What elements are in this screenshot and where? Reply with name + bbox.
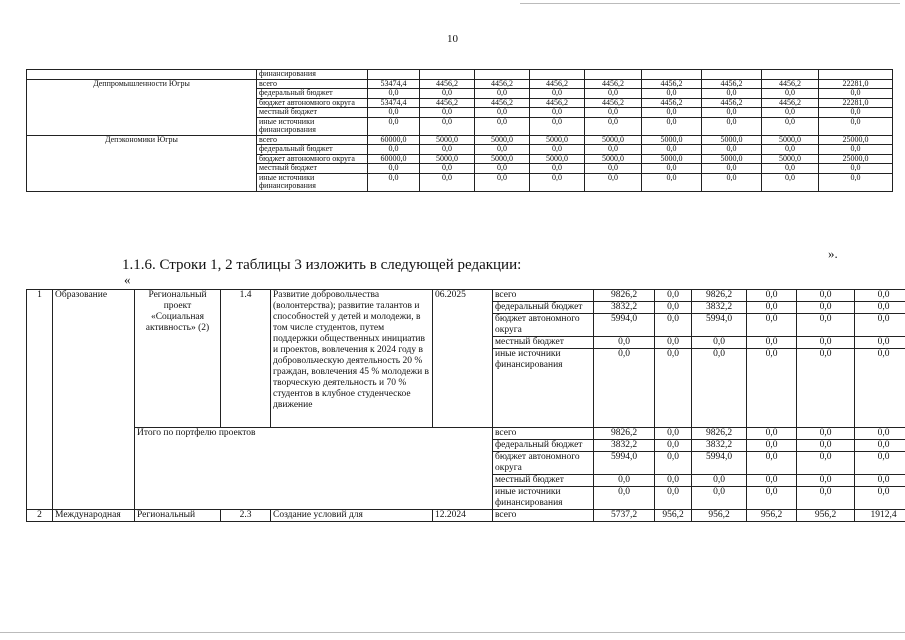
value-cell: 0,0 (797, 475, 855, 487)
table-row (27, 428, 905, 440)
project-description: Создание условий для (271, 510, 433, 522)
value-cell-empty (762, 70, 819, 80)
value-cell: 53474,4 (368, 98, 420, 108)
value-cell: 0,0 (855, 487, 905, 510)
value-cell: 0,0 (594, 487, 655, 510)
value-cell: 0,0 (420, 145, 475, 155)
value-cell: 0,0 (368, 117, 420, 135)
value-cell-empty (819, 70, 893, 80)
value-cell: 0,0 (797, 487, 855, 510)
value-cell: 0,0 (420, 89, 475, 99)
value-cell: 0,0 (420, 108, 475, 118)
funding-source-label: финансирования (257, 70, 368, 80)
value-cell: 0,0 (642, 117, 702, 135)
value-cell: 0,0 (642, 108, 702, 118)
value-cell: 5000,0 (702, 135, 762, 145)
value-cell: 0,0 (642, 164, 702, 174)
value-cell: 0,0 (702, 164, 762, 174)
value-cell: 0,0 (762, 145, 819, 155)
value-cell: 0,0 (420, 173, 475, 191)
org-name: Деппромышленности Югры (27, 79, 257, 135)
value-cell: 0,0 (642, 89, 702, 99)
value-cell: 5000,0 (762, 135, 819, 145)
value-cell: 5000,0 (702, 154, 762, 164)
value-cell: 0,0 (594, 349, 655, 428)
value-cell: 0,0 (530, 89, 585, 99)
value-cell: 60000,0 (368, 135, 420, 145)
value-cell: 25000,0 (819, 154, 893, 164)
value-cell: 0,0 (819, 164, 893, 174)
org-cell-empty (27, 70, 257, 80)
value-cell: 0,0 (855, 475, 905, 487)
value-cell: 0,0 (692, 475, 747, 487)
value-cell: 0,0 (747, 440, 797, 452)
value-cell: 53474,4 (368, 79, 420, 89)
value-cell: 5000,0 (642, 135, 702, 145)
value-cell: 0,0 (655, 314, 692, 337)
value-cell: 3832,2 (692, 440, 747, 452)
value-cell-empty (368, 70, 420, 80)
value-cell: 0,0 (475, 117, 530, 135)
value-cell: 0,0 (642, 173, 702, 191)
value-cell: 1912,4 (855, 510, 905, 522)
value-cell: 0,0 (530, 164, 585, 174)
value-cell: 0,0 (642, 145, 702, 155)
value-cell: 4456,2 (585, 98, 642, 108)
value-cell: 9826,2 (692, 290, 747, 302)
value-cell: 5994,0 (594, 452, 655, 475)
value-cell: 0,0 (855, 337, 905, 349)
value-cell: 0,0 (819, 173, 893, 191)
value-cell: 0,0 (692, 349, 747, 428)
value-cell: 0,0 (819, 117, 893, 135)
value-cell-empty (475, 70, 530, 80)
value-cell: 4456,2 (762, 98, 819, 108)
funding-source-label: бюджет автономного округа (493, 452, 594, 475)
value-cell: 0,0 (747, 475, 797, 487)
funding-source-label: бюджет автономного округа (257, 154, 368, 164)
value-cell: 0,0 (655, 475, 692, 487)
value-cell: 5000,0 (585, 154, 642, 164)
value-cell: 4456,2 (420, 98, 475, 108)
value-cell: 4456,2 (585, 79, 642, 89)
funding-source-label: федеральный бюджет (493, 302, 594, 314)
value-cell: 5000,0 (530, 135, 585, 145)
value-cell: 0,0 (368, 89, 420, 99)
value-cell: 0,0 (594, 475, 655, 487)
scan-edge-top (520, 3, 900, 4)
value-cell: 0,0 (530, 173, 585, 191)
value-cell: 5000,0 (530, 154, 585, 164)
table-row (27, 135, 893, 145)
value-cell: 4456,2 (475, 98, 530, 108)
funding-source-label: иные источники финансирования (257, 173, 368, 191)
value-cell: 0,0 (585, 173, 642, 191)
value-cell: 0,0 (819, 145, 893, 155)
value-cell: 3832,2 (692, 302, 747, 314)
deadline-date: 12.2024 (433, 510, 493, 522)
value-cell: 5000,0 (475, 135, 530, 145)
value-cell: 5737,2 (594, 510, 655, 522)
deadline-date: 06.2025 (433, 290, 493, 428)
value-cell: 5994,0 (692, 314, 747, 337)
value-cell: 60000,0 (368, 154, 420, 164)
value-cell: 3832,2 (594, 440, 655, 452)
funding-source-label: федеральный бюджет (493, 440, 594, 452)
project-code: 2.3 (221, 510, 271, 522)
row-number: 1 (27, 290, 53, 510)
value-cell: 0,0 (819, 108, 893, 118)
value-cell: 0,0 (747, 428, 797, 440)
value-cell: 0,0 (655, 452, 692, 475)
value-cell: 0,0 (747, 302, 797, 314)
value-cell: 4456,2 (642, 98, 702, 108)
funding-source-label: местный бюджет (257, 164, 368, 174)
value-cell: 5994,0 (692, 452, 747, 475)
value-cell: 0,0 (475, 145, 530, 155)
value-cell: 22281,0 (819, 79, 893, 89)
value-cell: 4456,2 (530, 79, 585, 89)
funding-table-continuation (26, 69, 893, 192)
value-cell: 0,0 (855, 302, 905, 314)
value-cell: 0,0 (585, 164, 642, 174)
value-cell-empty (702, 70, 762, 80)
value-cell: 25000,0 (819, 135, 893, 145)
value-cell: 5000,0 (762, 154, 819, 164)
funding-source-label: всего (493, 510, 594, 522)
value-cell: 956,2 (797, 510, 855, 522)
funding-source-label: федеральный бюджет (257, 145, 368, 155)
value-cell: 0,0 (747, 290, 797, 302)
value-cell: 0,0 (475, 108, 530, 118)
value-cell: 956,2 (692, 510, 747, 522)
value-cell: 0,0 (655, 290, 692, 302)
value-cell: 0,0 (585, 145, 642, 155)
value-cell-empty (420, 70, 475, 80)
value-cell: 0,0 (692, 337, 747, 349)
value-cell-empty (530, 70, 585, 80)
table-row (27, 79, 893, 89)
value-cell: 956,2 (747, 510, 797, 522)
value-cell: 5994,0 (594, 314, 655, 337)
direction-name: Образование (53, 290, 135, 510)
value-cell: 0,0 (797, 314, 855, 337)
value-cell: 0,0 (530, 117, 585, 135)
projects-table (26, 289, 905, 522)
value-cell: 0,0 (585, 89, 642, 99)
value-cell: 0,0 (797, 440, 855, 452)
value-cell: 0,0 (368, 108, 420, 118)
value-cell: 0,0 (655, 349, 692, 428)
value-cell: 0,0 (368, 173, 420, 191)
value-cell: 4456,2 (642, 79, 702, 89)
value-cell: 0,0 (585, 117, 642, 135)
value-cell: 0,0 (702, 108, 762, 118)
org-name: Депэкономики Югры (27, 135, 257, 191)
value-cell: 0,0 (420, 164, 475, 174)
direction-name: Международная (53, 510, 135, 522)
funding-source-label: иные источники финансирования (257, 117, 368, 135)
value-cell: 0,0 (855, 428, 905, 440)
value-cell: 0,0 (855, 314, 905, 337)
funding-source-label: местный бюджет (493, 475, 594, 487)
table-row (27, 70, 893, 80)
value-cell: 5000,0 (585, 135, 642, 145)
value-cell: 5000,0 (475, 154, 530, 164)
value-cell: 0,0 (530, 108, 585, 118)
value-cell: 0,0 (702, 117, 762, 135)
value-cell: 0,0 (762, 164, 819, 174)
funding-source-label: местный бюджет (493, 337, 594, 349)
funding-source-label: иные источники финансирования (493, 349, 594, 428)
value-cell: 0,0 (655, 487, 692, 510)
value-cell-empty (642, 70, 702, 80)
value-cell: 9826,2 (692, 428, 747, 440)
value-cell: 0,0 (855, 290, 905, 302)
funding-source-label: всего (493, 428, 594, 440)
value-cell: 0,0 (797, 290, 855, 302)
value-cell: 0,0 (855, 440, 905, 452)
value-cell: 4456,2 (702, 79, 762, 89)
value-cell: 0,0 (747, 452, 797, 475)
value-cell: 0,0 (747, 337, 797, 349)
value-cell: 0,0 (475, 89, 530, 99)
value-cell: 0,0 (475, 173, 530, 191)
value-cell: 0,0 (420, 117, 475, 135)
funding-source-label: всего (257, 135, 368, 145)
value-cell: 0,0 (819, 89, 893, 99)
value-cell: 5000,0 (642, 154, 702, 164)
value-cell: 0,0 (797, 302, 855, 314)
value-cell: 0,0 (368, 164, 420, 174)
value-cell: 0,0 (747, 349, 797, 428)
value-cell: 0,0 (475, 164, 530, 174)
value-cell: 9826,2 (594, 290, 655, 302)
value-cell: 4456,2 (762, 79, 819, 89)
value-cell: 9826,2 (594, 428, 655, 440)
value-cell: 0,0 (655, 302, 692, 314)
value-cell: 0,0 (747, 487, 797, 510)
value-cell: 0,0 (585, 108, 642, 118)
value-cell: 0,0 (702, 89, 762, 99)
funding-source-label: федеральный бюджет (257, 89, 368, 99)
value-cell: 0,0 (368, 145, 420, 155)
table-row (27, 510, 905, 522)
scan-edge-bottom (0, 632, 905, 633)
value-cell: 0,0 (855, 349, 905, 428)
value-cell: 0,0 (797, 337, 855, 349)
value-cell: 0,0 (747, 314, 797, 337)
value-cell: 4456,2 (475, 79, 530, 89)
value-cell-empty (585, 70, 642, 80)
table-row (27, 290, 905, 302)
value-cell: 0,0 (797, 428, 855, 440)
project-name: Региональный (135, 510, 221, 522)
project-code: 1.4 (221, 290, 271, 428)
value-cell: 0,0 (655, 428, 692, 440)
value-cell: 0,0 (692, 487, 747, 510)
project-description: Развитие добровольчества (волонтерства); развитие талантов и способностей у детей и молодежи, в том числе студентов, путем поддержки общественных инициатив и проектов, вовлечения к 2024 году в добровольческую деятельность 20 % граждан, вовлечения 45 % молодежи в творческую деятельность и 70 % студентов в клубное студенческое движение (271, 290, 433, 428)
value-cell: 956,2 (655, 510, 692, 522)
row-number: 2 (27, 510, 53, 522)
value-cell: 0,0 (797, 349, 855, 428)
value-cell: 4456,2 (530, 98, 585, 108)
value-cell: 0,0 (855, 452, 905, 475)
funding-source-label: бюджет автономного округа (493, 314, 594, 337)
value-cell: 22281,0 (819, 98, 893, 108)
funding-source-label: иные источники финансирования (493, 487, 594, 510)
value-cell: 0,0 (655, 337, 692, 349)
value-cell: 3832,2 (594, 302, 655, 314)
funding-source-label: местный бюджет (257, 108, 368, 118)
project-name: Региональный проект «Социальная активность» (2) (135, 290, 221, 428)
value-cell: 0,0 (762, 117, 819, 135)
value-cell: 0,0 (797, 452, 855, 475)
value-cell: 5000,0 (420, 154, 475, 164)
funding-source-label: бюджет автономного округа (257, 98, 368, 108)
value-cell: 0,0 (762, 173, 819, 191)
funding-source-label: всего (257, 79, 368, 89)
section-title: 1.1.6. Строки 1, 2 таблицы 3 изложить в следующей редакции: (122, 257, 522, 273)
value-cell: 0,0 (762, 89, 819, 99)
value-cell: 4456,2 (702, 98, 762, 108)
page-number: 10 (447, 33, 458, 45)
value-cell: 0,0 (655, 440, 692, 452)
value-cell: 0,0 (702, 145, 762, 155)
value-cell: 0,0 (702, 173, 762, 191)
closing-quote: ». (828, 246, 838, 261)
funding-source-label: всего (493, 290, 594, 302)
value-cell: 0,0 (762, 108, 819, 118)
value-cell: 4456,2 (420, 79, 475, 89)
value-cell: 0,0 (594, 337, 655, 349)
opening-quote: « (124, 272, 131, 287)
portfolio-total-label: Итого по портфелю проектов (135, 428, 493, 510)
value-cell: 5000,0 (420, 135, 475, 145)
value-cell: 0,0 (530, 145, 585, 155)
